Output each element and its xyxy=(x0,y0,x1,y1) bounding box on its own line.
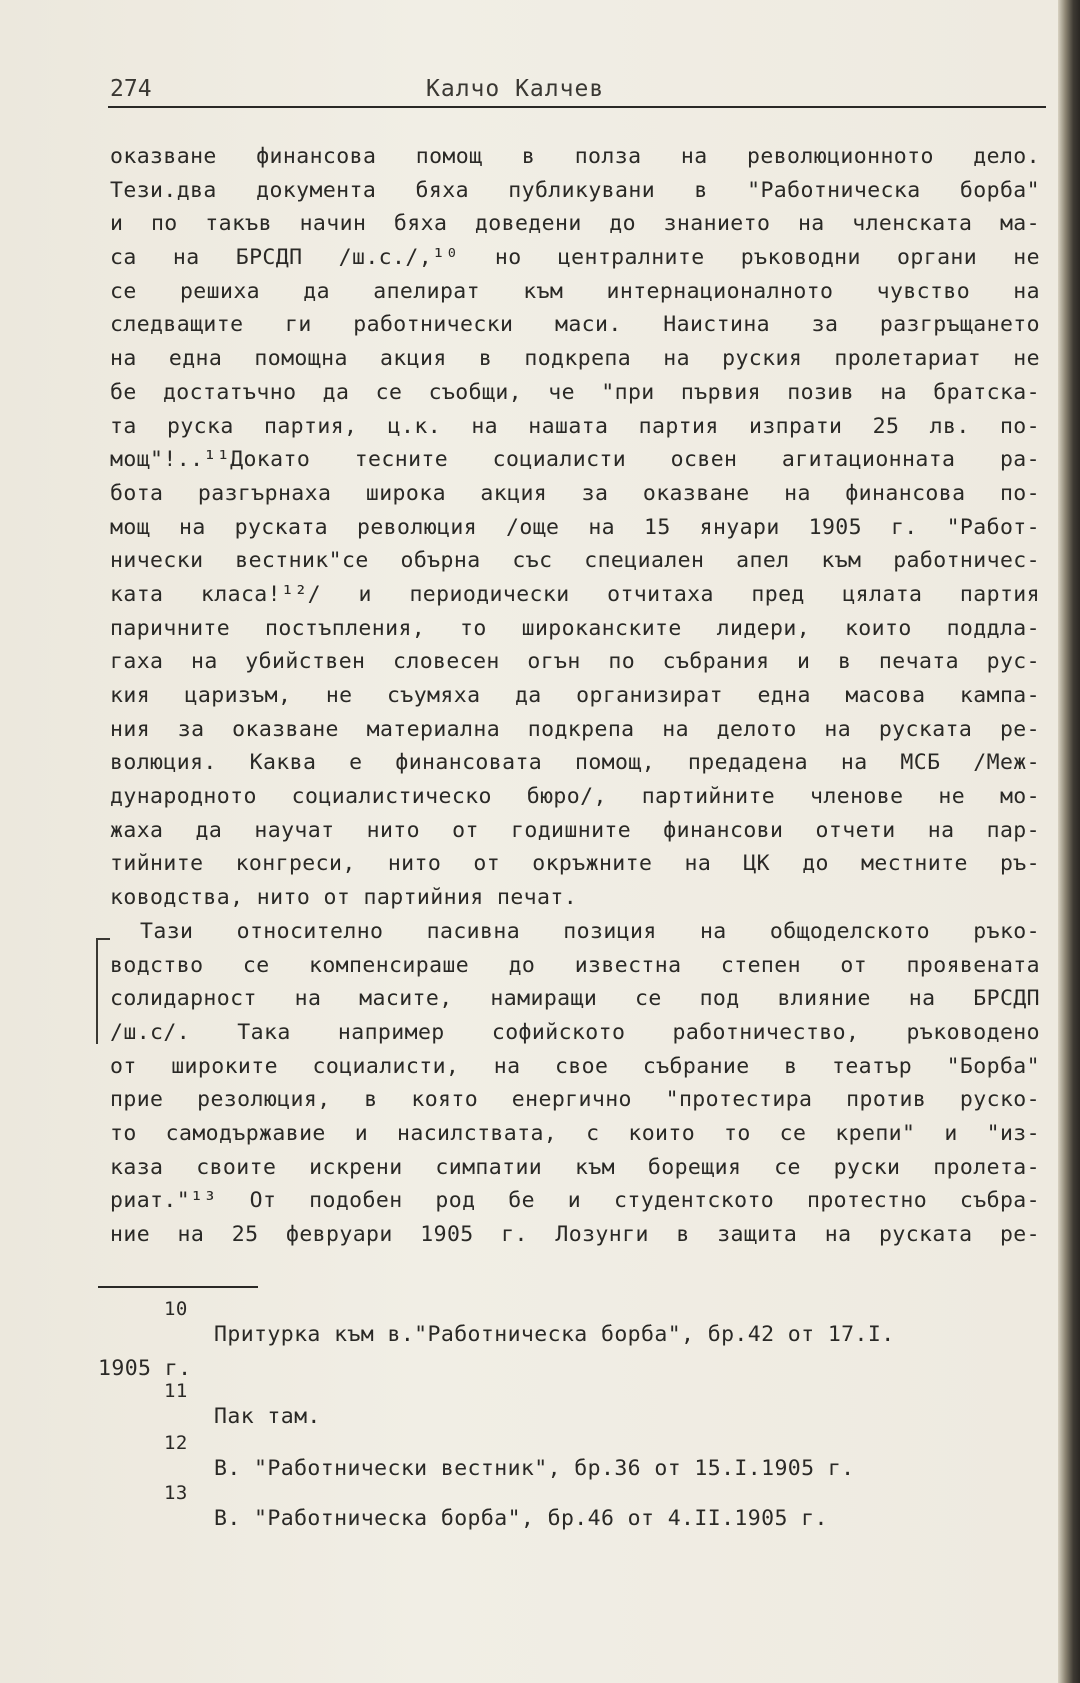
footnote-number: 12 xyxy=(164,1432,188,1454)
page-number: 274 xyxy=(110,76,152,102)
body-line: та руска партия, ц.к. на нашата партия изпрати 25 лв. по- xyxy=(110,413,1040,439)
body-line: то самодържавие и насилствата, с които то се крепи" и "из- xyxy=(110,1120,1040,1146)
footnote-separator xyxy=(98,1286,258,1288)
body-line: ния за оказване материална подкрепа на делото на руската ре- xyxy=(110,716,1040,742)
body-line: бота разгърнаха широка акция за оказване на финансова по- xyxy=(110,480,1040,506)
body-line: нически вестник"се обърна със специален апел към работничес- xyxy=(110,548,1040,574)
running-head: Калчо Калчев xyxy=(426,76,605,102)
body-line: следващите ги работнически маси. Наистина за разгръщането xyxy=(110,312,1040,338)
body-line: жаха да научат нито от годишните финансови отчети на пар- xyxy=(110,817,1040,843)
body-line: са на БРСДП /ш.с./,¹⁰ но централните ръководни органи не xyxy=(110,245,1040,271)
body-line: волюция. Каква е финансовата помощ, предадена на МСБ /Меж- xyxy=(110,750,1040,776)
footnote-number: 10 xyxy=(164,1298,188,1320)
body-line: тийните конгреси, нито от окръжните на ЦК до местните ръ- xyxy=(110,851,1040,877)
body-line: ководства, нито от партийния печат. xyxy=(110,885,578,911)
book-spine-edge xyxy=(1058,0,1080,1683)
body-text xyxy=(110,140,1040,1252)
footnote-continuation: 1905 г. xyxy=(98,1356,192,1381)
body-line: кия царизъм, не съумяха да организират една масова кампа- xyxy=(110,683,1040,708)
body-line: водство се компенсираше до известна степен от проявената xyxy=(110,952,1040,978)
body-line: мощ"!..¹¹Докато тесните социалисти освен агитационната ра- xyxy=(110,447,1040,473)
body-line: от широките социалисти, на свое събрание в театър "Борба" xyxy=(110,1053,1040,1079)
body-line: оказване финансова помощ в полза на революционното дело. xyxy=(110,144,1040,169)
body-line: ката класа!¹²/ и периодически отчитаха пред цялата партия xyxy=(110,581,1040,607)
body-line: /ш.с/. Така например софийското работничество, ръководено xyxy=(110,1019,1040,1045)
body-line: Тези.два документа бяха публикувани в "Работническа борба" xyxy=(110,177,1040,203)
body-line: дународното социалистическо бюро/, партийните членове не мо- xyxy=(110,784,1040,810)
body-line: Тази относително пасивна позиция на общоделското ръко- xyxy=(140,918,1040,944)
footnote-number: 13 xyxy=(164,1482,188,1504)
paragraph-mark xyxy=(96,938,110,1044)
footnote-text: Притурка към в."Работническа борба", бр.42 от 17.I. xyxy=(214,1322,895,1347)
footnote-text: В. "Работническа борба", бр.46 от 4.II.1905 г. xyxy=(214,1506,828,1531)
footnote-text: Пак там. xyxy=(214,1404,321,1429)
page-header xyxy=(108,72,1046,108)
body-line: се решиха да апелират към интернационалното чувство на xyxy=(110,278,1040,304)
body-line: бе достатъчно да се съобщи, че "при първия позив на братска- xyxy=(110,379,1040,405)
footnote-number: 11 xyxy=(164,1380,188,1402)
body-line: и по такъв начин бяха доведени до знанието на членската ма- xyxy=(110,211,1040,237)
body-line: ние на 25 февруари 1905 г. Лозунги в защита на руската ре- xyxy=(110,1222,1040,1247)
footnote-text: В. "Работнически вестник", бр.36 от 15.I.1905 г. xyxy=(214,1456,855,1481)
body-line: риат."¹³ От подобен род бе и студентското протестно събра- xyxy=(110,1188,1040,1214)
body-line: паричните постъпления, то широканските лидери, които поддла- xyxy=(110,615,1040,641)
body-line: гаха на убийствен словесен огън по събрания и в печата рус- xyxy=(110,649,1040,675)
body-line: прие резолюция, в която енергично "протестира против руско- xyxy=(110,1087,1040,1113)
body-line: на една помощна акция в подкрепа на руския пролетариат не xyxy=(110,346,1040,372)
body-line: солидарност на масите, намиращи се под влияние на БРСДП xyxy=(110,986,1040,1012)
body-line: каза своите искрени симпатии към борещия се руски пролета- xyxy=(110,1154,1040,1180)
body-line: мощ на руската революция /още на 15 януари 1905 г. "Работ- xyxy=(110,514,1040,540)
